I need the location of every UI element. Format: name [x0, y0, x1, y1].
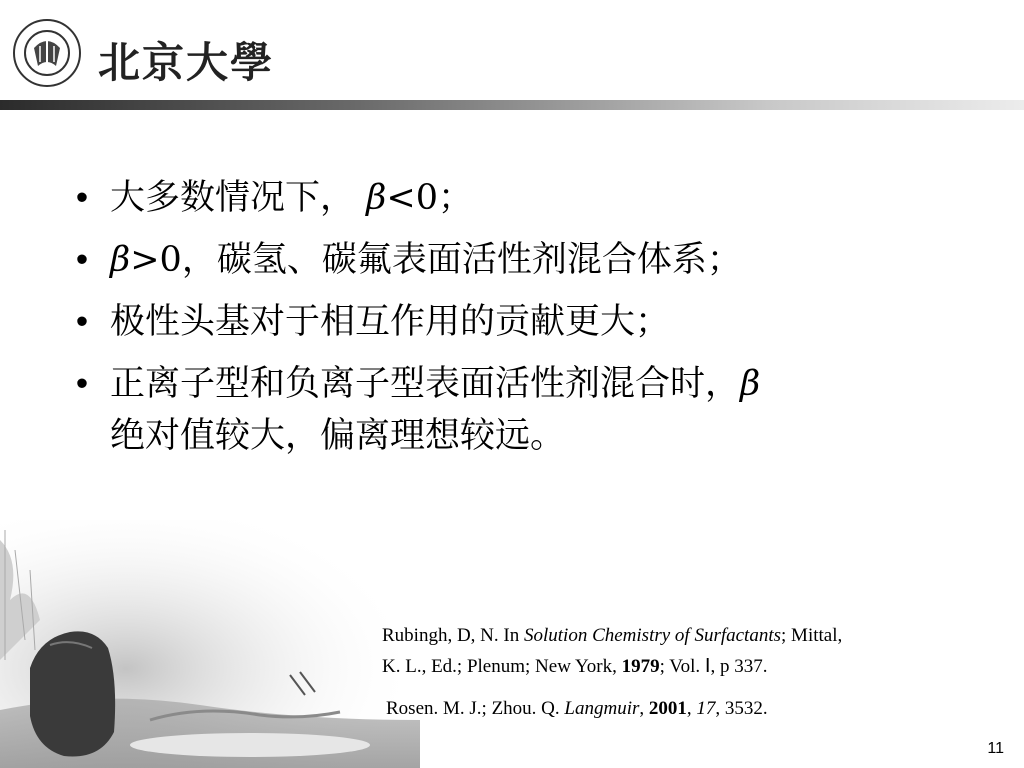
- header-rule: [0, 100, 1024, 110]
- bullet-marker: •: [75, 302, 89, 341]
- reference-1: Rubingh, D, N. In Solution Chemistry of Surfactants; Mittal, K. L., Ed.; Plenum; New York, 1979; Vol. Ⅰ, p 337.: [382, 625, 843, 677]
- bullet-item-4: • 正离子型和负离子型表面活性剂混合时，β 绝对值较大，偏离理想较远。: [72, 358, 972, 462]
- bullet-marker: •: [75, 178, 89, 217]
- bullet-item-3: • 极性头基对于相互作用的贡献更大；: [72, 296, 972, 348]
- bullet-marker: •: [75, 364, 89, 403]
- reference-2: Rosen. M. J.; Zhou. Q. Langmuir, 2001, 17, 3532.: [386, 698, 768, 719]
- bullet-list: [72, 172, 972, 472]
- landscape-scenery-image: [0, 520, 420, 768]
- bullet-item-1: • 大多数情况下， β<0；: [72, 172, 972, 224]
- beta-symbol: β: [740, 364, 761, 404]
- beta-symbol: β: [110, 240, 131, 280]
- beta-symbol: β: [366, 178, 387, 218]
- bullet-item-2: • β>0，碳氢、碳氟表面活性剂混合体系；: [72, 234, 972, 286]
- university-logo-text: 北京大學: [98, 38, 275, 87]
- university-seal-icon: [12, 18, 82, 88]
- page-number: 11: [987, 740, 1004, 757]
- bullet-marker: •: [75, 240, 89, 279]
